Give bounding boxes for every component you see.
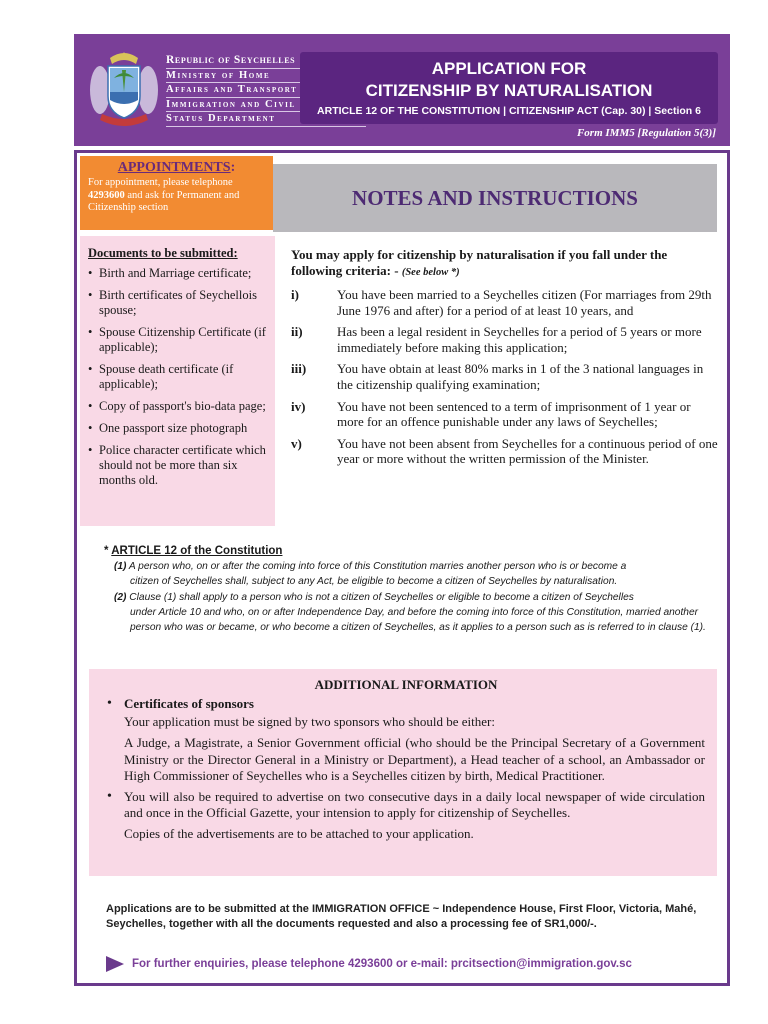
form-reference: Form IMM5 [Regulation 5(3)] xyxy=(576,127,716,139)
notes-title: NOTES AND INSTRUCTIONS xyxy=(352,185,638,210)
documents-box xyxy=(80,236,275,526)
appointments-title: APPOINTMENTS: xyxy=(117,160,236,175)
form-title-box xyxy=(300,52,718,124)
ministry-line: Republic of Seychelles xyxy=(166,54,366,69)
sponsors-intro: Your application must be signed by two sponsors who should be either: xyxy=(124,714,495,730)
enquiry-text: For further enquiries, please telephone 4293600 or e-mail: prcitsection@immigration.gov.sc xyxy=(132,958,632,970)
notes-heading-bar xyxy=(273,164,717,232)
arrow-right-icon xyxy=(106,956,124,972)
ministry-line: Status Department xyxy=(166,112,366,127)
ministry-line: Affairs and Transport xyxy=(166,83,366,98)
copies-note: Copies of the advertisements are to be attached to your application. xyxy=(124,826,474,842)
documents-title: Documents to be submitted: xyxy=(88,246,238,260)
appointments-box xyxy=(80,156,273,230)
list-item: • Spouse death certificate (if applicable); xyxy=(88,362,267,392)
enquiry-line xyxy=(106,956,632,972)
advertise-item: • You will also be required to advertise on two consecutive days in a daily local newspaper of wide circulation and once in the Official Gazette, your intension to apply for citizenship of Seychelles. xyxy=(107,789,705,821)
list-item: • Birth certificates of Seychellois spouse; xyxy=(88,288,267,318)
seychelles-coat-of-arms-icon xyxy=(88,48,160,130)
list-item: • Copy of passport's bio-data page; xyxy=(88,399,267,414)
sponsors-heading: • Certificates of sponsors xyxy=(107,696,705,712)
form-subtitle: ARTICLE 12 OF THE CONSTITUTION | CITIZENSHIP ACT (Cap. 30) | Section 6 xyxy=(317,105,701,117)
ministry-line: Ministry of Home xyxy=(166,69,366,84)
article-clause: (2) Clause (1) shall apply to a person who is not a citizen of Seychelles or eligible to become a citizen of Seychelles under Article 10 and who, on or after Independence Day, and before the coming into force of this Constitution, married another person who was or became, or who become a citizen of Seychelles, as it applies to a person such as is referred to in clause (1). xyxy=(114,591,706,634)
list-item: • Spouse Citizenship Certificate (if applicable); xyxy=(88,325,267,355)
appointments-text: For appointment, please telephone 4293600 and ask for Permanent and Citizenship section xyxy=(88,177,240,213)
list-item: • Police character certificate which should not be more than six months old. xyxy=(88,443,267,488)
list-item: • Birth and Marriage certificate; xyxy=(88,266,267,281)
list-item: • One passport size photograph xyxy=(88,421,267,436)
criteria-item: ii) Has been a legal resident in Seychelles for a period of 5 years or more immediately before making this application; xyxy=(291,324,702,355)
submission-note: Applications are to be submitted at the IMMIGRATION OFFICE ~ Independence House, First Floor, Victoria, Mahé, Seychelles, together with all the documents requested and also a processing fee of SR1,000/-. xyxy=(106,903,697,930)
documents-list xyxy=(88,266,267,488)
article-title: * ARTICLE 12 of the Constitution xyxy=(104,545,283,557)
form-title-line1: APPLICATION FOR xyxy=(431,59,587,78)
ministry-line: Immigration and Civil xyxy=(166,98,366,113)
appointments-phone: 4293600 xyxy=(88,189,125,201)
form-title-line2: CITIZENSHIP BY NATURALISATION xyxy=(365,81,653,100)
sponsors-list: A Judge, a Magistrate, a Senior Government official (who should be the Principal Secretary of a Government Ministry or the Director General in a Ministry or Department), a Head teacher of a school, an Ambassador or High Commissioner of Seychelles who is a Seychelles citizen by birth, Medical Practitioner. xyxy=(124,735,705,783)
see-below-note: (See below *) xyxy=(401,267,460,278)
article-clause: (1) A person who, on or after the coming into force of this Constitution marries another person who is or become a citizen of Seychelles shall, subject to any Act, be eligible to become a citizen of Seychelles by naturalisation. xyxy=(114,561,627,588)
additional-information-box xyxy=(89,669,717,876)
criteria-list xyxy=(291,287,719,467)
criteria-item: iii) You have obtain at least 80% marks in 1 of the 3 national languages in the citizenship qualifying examination; xyxy=(291,361,704,392)
criteria-item: v) You have not been absent from Seychelles for a continuous period of one year or more without the written permission of the Minister. xyxy=(291,435,718,467)
criteria-intro: You may apply for citizenship by naturalisation if you fall under the following criteria: - (See below *) xyxy=(291,247,668,278)
criteria-section xyxy=(291,247,719,473)
criteria-item: iv) You have not been sentenced to a term of imprisonment of 1 year or more for an offence punishable under any laws of Seychelles; xyxy=(291,398,691,430)
additional-title: ADDITIONAL INFORMATION xyxy=(314,677,498,692)
header-banner xyxy=(74,34,730,146)
article-12-section xyxy=(104,544,724,635)
criteria-item: i) You have been married to a Seychelles citizen (For marriages from 29th June 1976 and after) for a period of at least 10 years, and xyxy=(291,287,712,318)
